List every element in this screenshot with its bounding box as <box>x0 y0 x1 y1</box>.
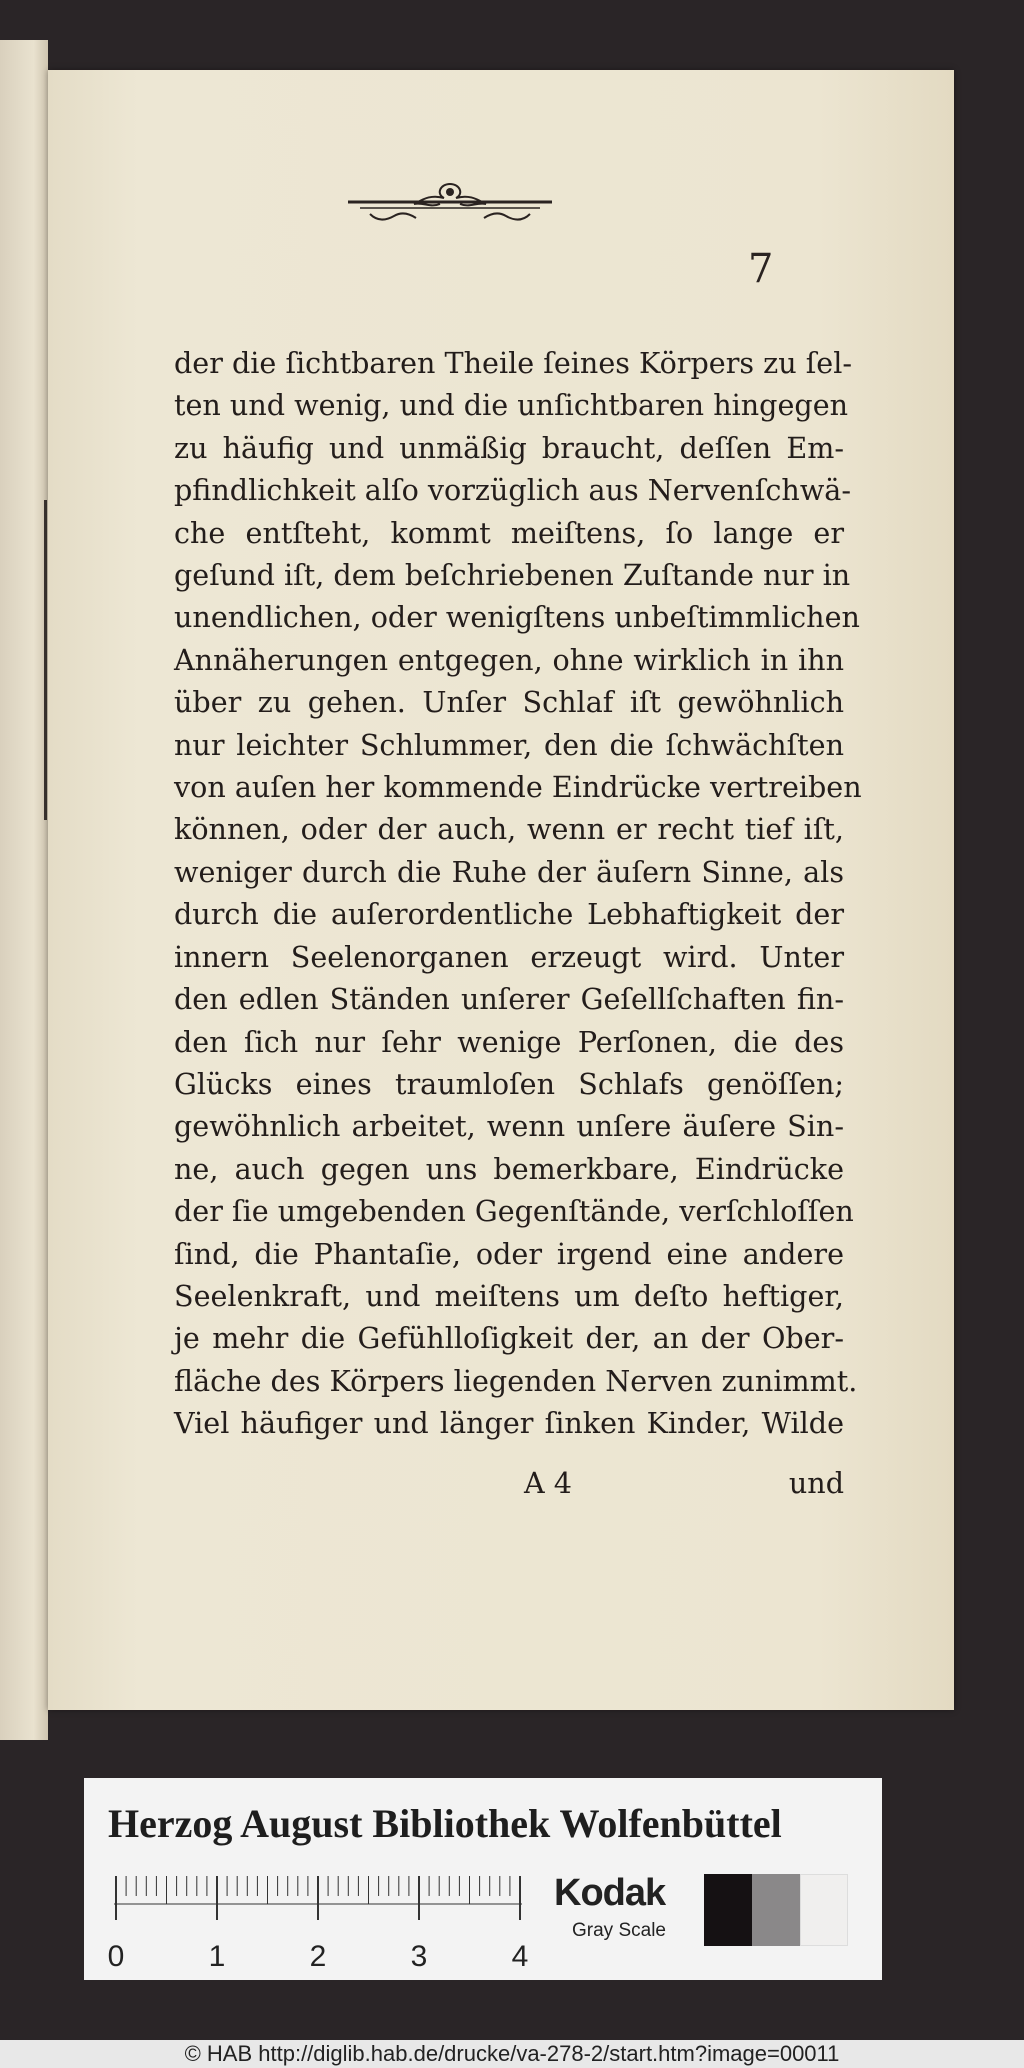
ruler-label: 1 <box>208 1940 226 1973</box>
text-line: je mehr die Gefühlloſigkeit der, an der Ober- <box>174 1321 844 1356</box>
text-line: Seelenkraft, und meiſtens um deſto heftiger, <box>174 1278 844 1313</box>
gray-swatch-white <box>800 1874 848 1946</box>
text-line: che entſteht, kommt meiſtens, ſo lange er <box>174 515 844 550</box>
text-line: Annäherungen entgegen, ohne wirklich in ihn <box>174 642 844 677</box>
text-line: der ſie umgebenden Gegenſtände, verſchloſſen <box>174 1194 854 1229</box>
ruler-label: 0 <box>107 1940 125 1973</box>
text-line: von auſen her kommende Eindrücke vertreiben <box>174 770 862 805</box>
text-line: fläche des Körpers liegenden Nerven zunimmt. <box>174 1363 858 1398</box>
text-line: können, oder der auch, wenn er recht tief iſt, <box>174 812 844 847</box>
text-line: den edlen Ständen unſerer Geſellſchaften fin- <box>174 982 844 1017</box>
text-line: ten und wenig, und die unſichtbaren hingegen <box>174 388 849 423</box>
facing-page-edge <box>0 40 48 1740</box>
body-text <box>174 342 862 1445</box>
kodak-logo: Kodak <box>554 1872 666 1914</box>
gray-scale-label: Gray Scale <box>572 1920 666 1941</box>
scale-ruler <box>107 1874 529 1974</box>
text-line: ne, auch gegen uns bemerkbare, Eindrücke <box>174 1151 844 1186</box>
printers-ornament-icon <box>340 174 560 234</box>
text-line: über zu gehen. Unſer Schlaf iſt gewöhnlich <box>174 685 844 720</box>
text-line: geſund iſt, dem beſchriebenen Zuſtande nur in <box>174 558 851 593</box>
ruler-label: 3 <box>410 1940 428 1973</box>
ruler-label: 2 <box>309 1940 327 1973</box>
page-number: 7 <box>748 246 774 292</box>
ruler-label: 4 <box>511 1940 529 1973</box>
signature-mark: A 4 <box>524 1466 572 1500</box>
text-line: ſind, die Phantaſie, oder irgend eine andere <box>174 1236 844 1271</box>
text-line: pfindlichkeit alſo vorzüglich aus Nervenſchwä- <box>174 473 852 508</box>
text-line: gewöhnlich arbeitet, wenn unſere äuſere Sin- <box>174 1109 844 1144</box>
text-line: den ſich nur ſehr wenige Perſonen, die des <box>174 1024 844 1059</box>
book-page <box>48 70 954 1710</box>
gray-swatch-mid <box>752 1874 800 1946</box>
color-target-card <box>84 1778 882 1980</box>
text-line: Viel häufiger und länger ſinken Kinder, Wilde <box>174 1406 844 1441</box>
facing-page-binding <box>44 500 47 820</box>
text-line: unendlichen, oder wenigſtens unbeſtimmlichen <box>174 600 860 635</box>
text-line: zu häufig und unmäßig braucht, deſſen Em- <box>174 430 844 465</box>
text-line: durch die auſerordentliche Lebhaftigkeit der <box>174 897 844 932</box>
text-line: der die ſichtbaren Theile ſeines Körpers zu ſel- <box>174 346 853 380</box>
page-footer <box>174 1466 844 1508</box>
library-name: Herzog August Bibliothek Wolfenbüttel <box>108 1801 782 1846</box>
text-line: Glücks eines traumloſen Schlafs genöſſen; <box>174 1066 844 1101</box>
text-line: nur leichter Schlummer, den die ſchwächſten <box>174 727 844 762</box>
text-line: innern Seelenorganen erzeugt wird. Unter <box>174 939 844 974</box>
text-line: weniger durch die Ruhe der äuſern Sinne, als <box>174 854 844 889</box>
catchword: und <box>788 1466 844 1500</box>
credit-strip: © HAB http://diglib.hab.de/drucke/va-278-2/start.htm?image=00011 <box>0 2040 1024 2068</box>
gray-swatch-black <box>704 1874 752 1946</box>
kodak-gray-scale <box>554 1872 854 1952</box>
